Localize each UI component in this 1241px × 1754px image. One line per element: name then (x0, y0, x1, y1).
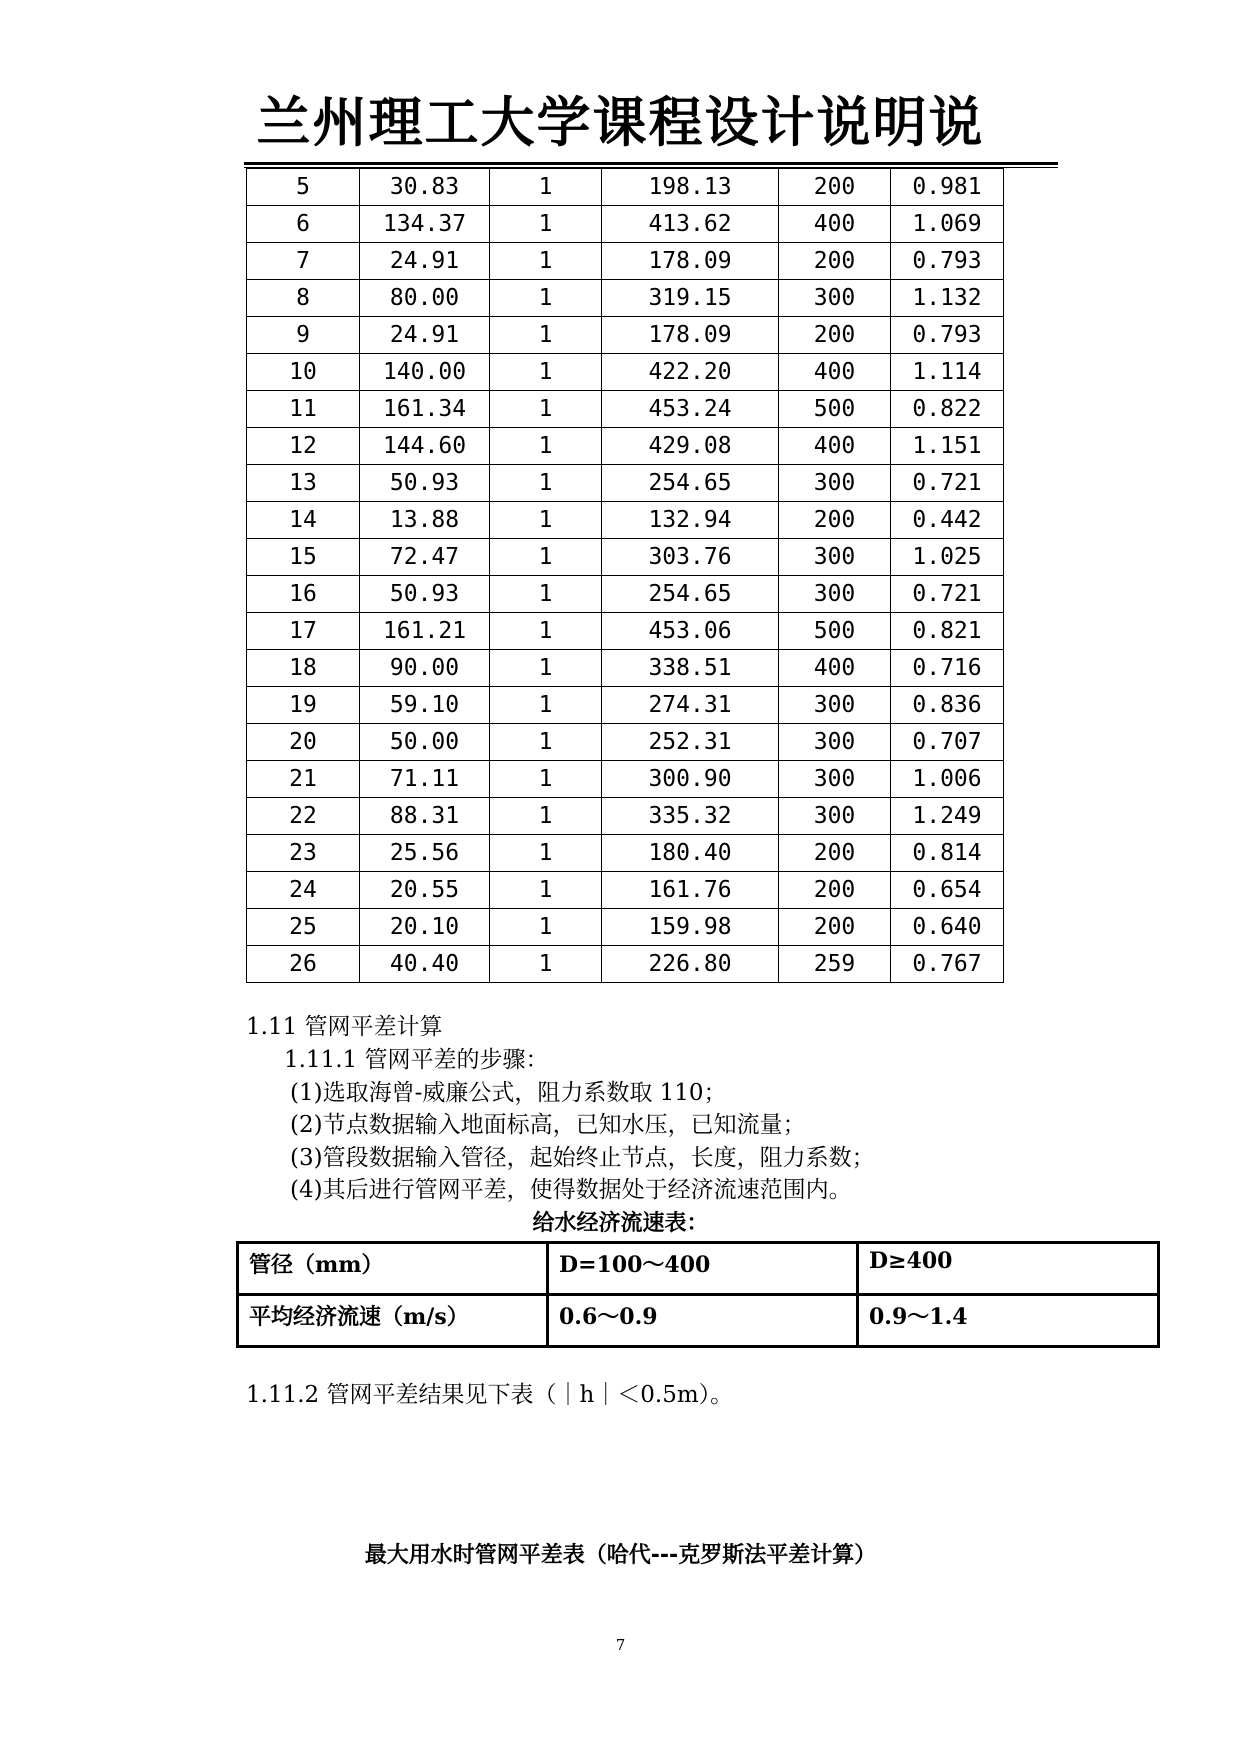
table-cell: 80.00 (360, 280, 490, 317)
table-cell: 18 (247, 650, 360, 687)
table-cell: 7 (247, 243, 360, 280)
table-cell: 453.06 (602, 613, 779, 650)
table-cell: 300 (779, 465, 891, 502)
table-cell: 0.767 (891, 946, 1004, 983)
table-row (247, 576, 1004, 613)
table-cell: 453.24 (602, 391, 779, 428)
section-heading: 1.11 管网平差计算 (246, 1014, 443, 1040)
table-cell: 274.31 (602, 687, 779, 724)
table-cell: 198.13 (602, 169, 779, 206)
table-cell: 335.32 (602, 798, 779, 835)
table-cell: 200 (779, 502, 891, 539)
table-cell: 254.65 (602, 465, 779, 502)
table-cell: 19 (247, 687, 360, 724)
table-cell: 71.11 (360, 761, 490, 798)
table-cell: 6 (247, 206, 360, 243)
table-cell: 72.47 (360, 539, 490, 576)
table-cell: 178.09 (602, 317, 779, 354)
table-cell: 1 (490, 428, 602, 465)
table-cell: 0.981 (891, 169, 1004, 206)
table-cell: 1 (490, 687, 602, 724)
table-cell: 429.08 (602, 428, 779, 465)
step-item: (3)管段数据输入管径，起始终止节点，长度，阻力系数； (290, 1145, 875, 1171)
table-cell: 24 (247, 872, 360, 909)
table-cell: 0.822 (891, 391, 1004, 428)
table-row (247, 169, 1004, 206)
table-cell: 300 (779, 280, 891, 317)
table-cell: 0.721 (891, 576, 1004, 613)
table-cell: 400 (779, 206, 891, 243)
table-cell: 1 (490, 280, 602, 317)
table-cell: 20 (247, 724, 360, 761)
table-row (247, 243, 1004, 280)
table-row (247, 206, 1004, 243)
result-note: 1.11.2 管网平差结果见下表（｜h｜＜0.5m）。 (246, 1382, 734, 1408)
table-cell: 413.62 (602, 206, 779, 243)
table-cell: 500 (779, 391, 891, 428)
table-cell: 300 (779, 539, 891, 576)
table-cell: 90.00 (360, 650, 490, 687)
table-cell: 1 (490, 613, 602, 650)
table-cell: 1.006 (891, 761, 1004, 798)
table-cell: 9 (247, 317, 360, 354)
table-row (247, 687, 1004, 724)
table-cell: 0.707 (891, 724, 1004, 761)
table-cell: 200 (779, 169, 891, 206)
table-cell: 1 (490, 317, 602, 354)
table-cell: 1 (490, 465, 602, 502)
table-cell: 40.40 (360, 946, 490, 983)
table-cell: D=100～400 (548, 1243, 858, 1295)
table-cell: 14 (247, 502, 360, 539)
table-cell: 1.132 (891, 280, 1004, 317)
table-row (247, 391, 1004, 428)
table-cell: 13.88 (360, 502, 490, 539)
table-cell: 12 (247, 428, 360, 465)
table-cell: 1 (490, 872, 602, 909)
table-cell: 254.65 (602, 576, 779, 613)
table-cell: 1.249 (891, 798, 1004, 835)
table-cell: 200 (779, 243, 891, 280)
step-item: (2)节点数据输入地面标高，已知水压，已知流量； (290, 1112, 806, 1138)
table-cell: 200 (779, 835, 891, 872)
table-cell: 0.640 (891, 909, 1004, 946)
table-cell: 50.93 (360, 465, 490, 502)
pipe-calculation-table (246, 168, 1004, 983)
table-cell: 1 (490, 206, 602, 243)
table-cell: 1.025 (891, 539, 1004, 576)
table-cell: 303.76 (602, 539, 779, 576)
table-cell: 200 (779, 317, 891, 354)
table-cell: 13 (247, 465, 360, 502)
table-cell: 平均经济流速（m/s） (238, 1295, 548, 1347)
table-cell: 23 (247, 835, 360, 872)
table-cell: 200 (779, 872, 891, 909)
table-cell: 1 (490, 835, 602, 872)
table-cell: 26 (247, 946, 360, 983)
table-cell: D≥400 (858, 1243, 1159, 1295)
table-cell: 1 (490, 502, 602, 539)
table-cell: 24.91 (360, 243, 490, 280)
table-row (247, 798, 1004, 835)
table-cell: 161.34 (360, 391, 490, 428)
table-row (247, 317, 1004, 354)
table-cell: 20.10 (360, 909, 490, 946)
table-cell: 1 (490, 391, 602, 428)
economic-velocity-table (236, 1241, 1160, 1348)
table-row (247, 280, 1004, 317)
table-cell: 管径（mm） (238, 1243, 548, 1295)
table-cell: 200 (779, 909, 891, 946)
table-cell: 25 (247, 909, 360, 946)
table-row (247, 502, 1004, 539)
table-cell: 300 (779, 724, 891, 761)
table-cell: 0.6～0.9 (548, 1295, 858, 1347)
table-cell: 500 (779, 613, 891, 650)
table-cell: 161.76 (602, 872, 779, 909)
table-cell: 140.00 (360, 354, 490, 391)
table-row (247, 761, 1004, 798)
table-cell: 422.20 (602, 354, 779, 391)
page-header-title: 兰州理工大学课程设计说明说 (256, 91, 985, 154)
table-row (238, 1243, 1159, 1295)
table-cell: 5 (247, 169, 360, 206)
table-cell: 1 (490, 909, 602, 946)
table-cell: 21 (247, 761, 360, 798)
table-cell: 1.151 (891, 428, 1004, 465)
table-cell: 1 (490, 724, 602, 761)
step-item: (4)其后进行管网平差，使得数据处于经济流速范围内。 (290, 1177, 852, 1203)
table-cell: 1.114 (891, 354, 1004, 391)
table-cell: 300 (779, 687, 891, 724)
table-cell: 1 (490, 946, 602, 983)
table-cell: 178.09 (602, 243, 779, 280)
table-row (247, 909, 1004, 946)
table-cell: 319.15 (602, 280, 779, 317)
table-cell: 0.793 (891, 243, 1004, 280)
page-number: 7 (615, 1636, 626, 1654)
table-cell: 0.793 (891, 317, 1004, 354)
table-row (247, 465, 1004, 502)
table-cell: 30.83 (360, 169, 490, 206)
table-cell: 17 (247, 613, 360, 650)
table-row (247, 613, 1004, 650)
table-cell: 24.91 (360, 317, 490, 354)
table-cell: 134.37 (360, 206, 490, 243)
table-cell: 161.21 (360, 613, 490, 650)
table-cell: 226.80 (602, 946, 779, 983)
table-cell: 180.40 (602, 835, 779, 872)
table-cell: 59.10 (360, 687, 490, 724)
table-cell: 25.56 (360, 835, 490, 872)
table-cell: 0.814 (891, 835, 1004, 872)
table-cell: 20.55 (360, 872, 490, 909)
table-cell: 0.836 (891, 687, 1004, 724)
table-cell: 88.31 (360, 798, 490, 835)
table-cell: 15 (247, 539, 360, 576)
table-row (247, 724, 1004, 761)
table-cell: 0.654 (891, 872, 1004, 909)
table-cell: 300 (779, 798, 891, 835)
table-row (247, 835, 1004, 872)
table-cell: 0.821 (891, 613, 1004, 650)
table-cell: 1.069 (891, 206, 1004, 243)
econ-table-title: 给水经济流速表： (532, 1211, 709, 1236)
table-cell: 400 (779, 428, 891, 465)
table-cell: 1 (490, 798, 602, 835)
table-row (247, 539, 1004, 576)
table-cell: 0.9～1.4 (858, 1295, 1159, 1347)
table-cell: 1 (490, 354, 602, 391)
table-row (247, 428, 1004, 465)
table-cell: 8 (247, 280, 360, 317)
table-cell: 1 (490, 169, 602, 206)
table-row (247, 354, 1004, 391)
table-cell: 300 (779, 576, 891, 613)
next-table-title: 最大用水时管网平差表（哈代---克罗斯法平差计算） (364, 1543, 877, 1568)
step-item: (1)选取海曾-威廉公式，阻力系数取 110； (290, 1080, 727, 1106)
table-cell: 159.98 (602, 909, 779, 946)
table-cell: 1 (490, 243, 602, 280)
table-cell: 400 (779, 354, 891, 391)
table-row (247, 872, 1004, 909)
table-cell: 338.51 (602, 650, 779, 687)
table-cell: 50.00 (360, 724, 490, 761)
table-cell: 0.716 (891, 650, 1004, 687)
table-cell: 259 (779, 946, 891, 983)
table-cell: 144.60 (360, 428, 490, 465)
table-row (247, 650, 1004, 687)
table-cell: 1 (490, 576, 602, 613)
table-cell: 50.93 (360, 576, 490, 613)
table-cell: 0.442 (891, 502, 1004, 539)
table-cell: 0.721 (891, 465, 1004, 502)
table-cell: 300.90 (602, 761, 779, 798)
table-row (238, 1295, 1159, 1347)
sub-section-heading: 1.11.1 管网平差的步骤： (284, 1047, 549, 1073)
table-cell: 132.94 (602, 502, 779, 539)
table-cell: 1 (490, 761, 602, 798)
table-cell: 22 (247, 798, 360, 835)
table-cell: 300 (779, 761, 891, 798)
table-row (247, 946, 1004, 983)
table-cell: 10 (247, 354, 360, 391)
table-cell: 400 (779, 650, 891, 687)
table-cell: 11 (247, 391, 360, 428)
table-cell: 16 (247, 576, 360, 613)
table-cell: 1 (490, 650, 602, 687)
table-cell: 1 (490, 539, 602, 576)
table-cell: 252.31 (602, 724, 779, 761)
